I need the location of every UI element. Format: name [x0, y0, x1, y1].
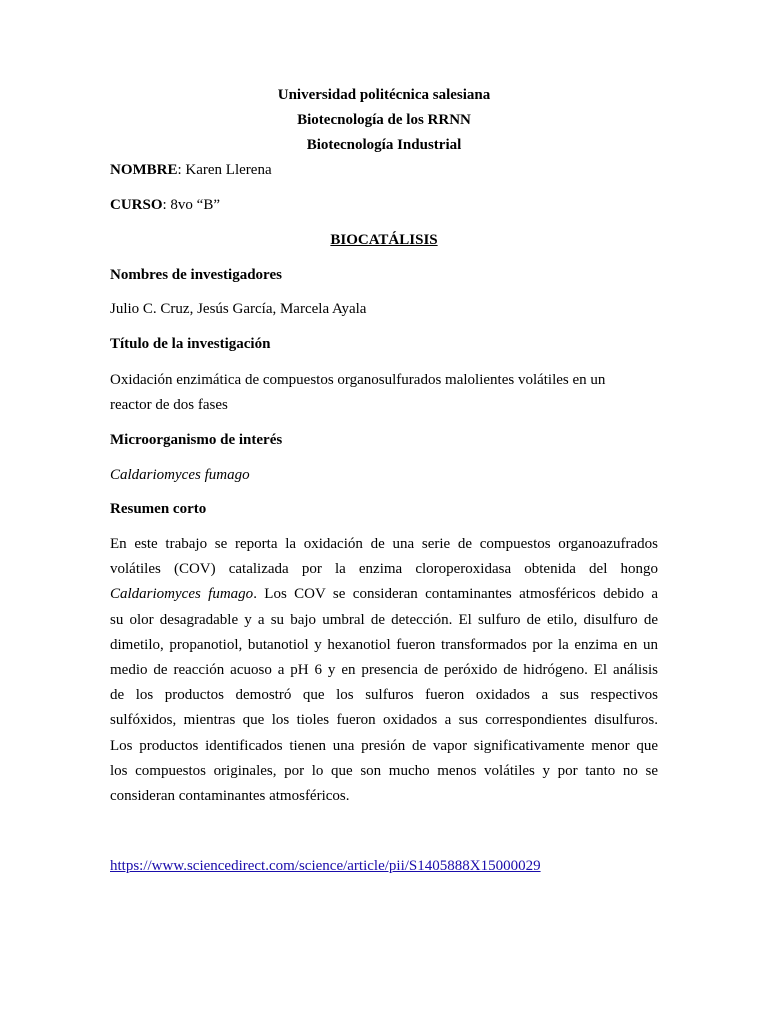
- summary-line: su olor desagradable y a su bajo umbral de detección. El sulfuro de etilo, disulfuro de: [110, 611, 658, 628]
- student-course-value: : 8vo “B”: [162, 197, 221, 213]
- research-title-line-2: reactor de dos fases: [110, 397, 228, 413]
- research-title-line-1: Oxidación enzimática de compuestos organosulfurados malolientes volátiles en un: [110, 372, 606, 388]
- document-title: BIOCATÁLISIS: [330, 232, 438, 248]
- summary-line: sulfóxidos, mientras que los tioles fueron oxidados a sus correspondientes disulfuros.: [110, 712, 658, 729]
- summary-line: de los productos demostró que los sulfuros fueron oxidados a sus respectivos: [110, 687, 658, 704]
- summary-line: consideran contaminantes atmosféricos.: [110, 787, 350, 804]
- summary-line: volátiles (COV) catalizada por la enzima cloroperoxidasa obtenida del hongo: [110, 561, 658, 578]
- reference-link[interactable]: https://www.sciencedirect.com/science/article/pii/S1405888X15000029: [110, 858, 541, 874]
- summary-line: dimetilo, propanotiol, butanotiol y hexanotiol fueron transformados por la enzima en un: [110, 636, 658, 653]
- summary-line: los compuestos originales, por lo que son mucho menos volátiles y por tanto no se: [110, 762, 658, 779]
- program-heading: Biotecnología de los RRNN: [297, 112, 471, 128]
- summary-line: [110, 582, 658, 607]
- university-heading: Universidad politécnica salesiana: [277, 87, 491, 103]
- summary-heading: Resumen corto: [110, 501, 207, 517]
- student-course-label: CURSO: [110, 197, 163, 213]
- summary-line: Los productos identificados tienen una presión de vapor significativamente menor que: [110, 737, 658, 754]
- organism-heading: Microorganismo de interés: [110, 432, 283, 448]
- research-title-heading: Título de la investigación: [110, 336, 271, 352]
- student-name-label: NOMBRE: [110, 162, 178, 178]
- researchers-text: Julio C. Cruz, Jesús García, Marcela Ayala: [110, 301, 367, 317]
- organism-inline: Caldariomyces fumago: [110, 586, 254, 603]
- summary-line-rest: . Los COV se consideran contaminantes atmosféricos debido a: [253, 586, 658, 603]
- student-name-line: [110, 160, 272, 180]
- student-course-line: [110, 195, 220, 215]
- researchers-heading: Nombres de investigadores: [110, 267, 282, 283]
- summary-paragraph: [110, 532, 658, 809]
- student-name-value: : Karen Llerena: [177, 162, 272, 178]
- organism-name: Caldariomyces fumago: [110, 467, 250, 483]
- summary-line: En este trabajo se reporta la oxidación de una serie de compuestos organoazufrados: [110, 536, 658, 552]
- summary-line: medio de reacción acuoso a pH 6 y en presencia de peróxido de hidrógeno. El análisis: [110, 661, 658, 678]
- course-name-heading: Biotecnología Industrial: [306, 137, 462, 153]
